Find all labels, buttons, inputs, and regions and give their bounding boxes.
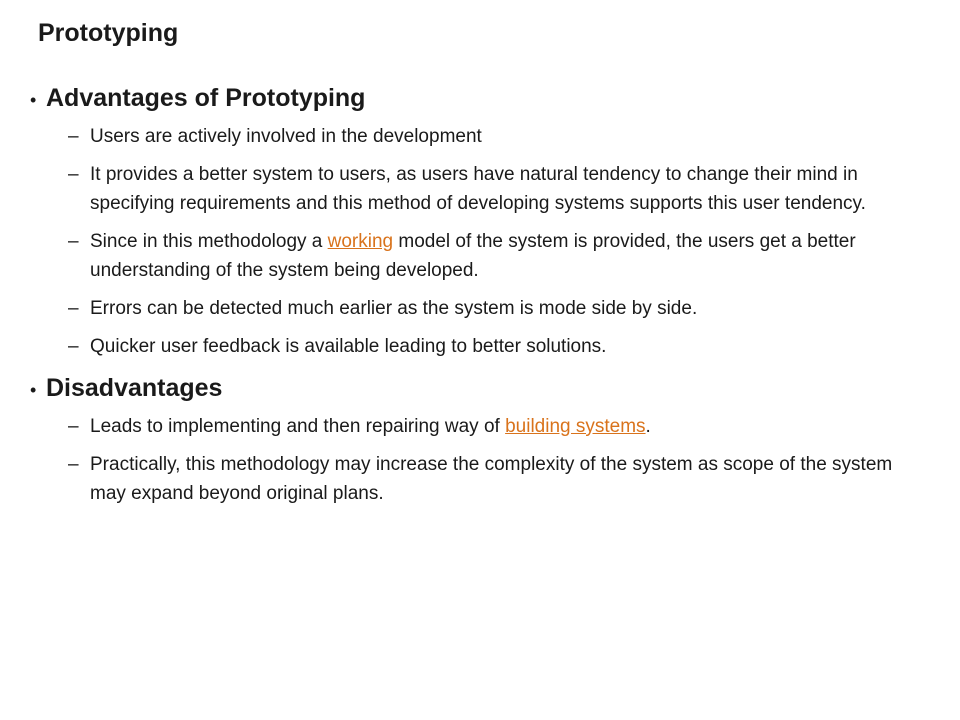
bullet-icon: •	[30, 380, 37, 400]
point-list	[30, 122, 930, 361]
section-heading	[30, 370, 930, 408]
bullet-icon: •	[30, 90, 37, 110]
dash-icon: –	[68, 298, 79, 319]
text-segment: model of the system is provided, the users get a better understanding of the system being developed.	[90, 231, 856, 281]
point-text	[90, 122, 922, 151]
text-segment: .	[645, 416, 651, 437]
dash-icon: –	[68, 336, 79, 357]
list-item	[30, 160, 930, 218]
section-heading-text: Disadvantages	[46, 374, 223, 402]
text-segment: Since in this methodology a	[90, 231, 328, 252]
section	[30, 370, 930, 508]
slide-title: Prototyping	[38, 19, 179, 47]
list-item	[30, 450, 930, 508]
dash-icon: –	[68, 126, 79, 147]
section-heading	[30, 80, 930, 118]
section	[30, 80, 930, 361]
hyperlink[interactable]: working	[327, 231, 394, 252]
dash-icon: –	[68, 231, 79, 252]
point-text	[90, 294, 922, 323]
list-item	[30, 294, 930, 323]
list-item	[30, 412, 930, 441]
text-segment: Errors can be detected much earlier as the system is mode side by side.	[90, 298, 698, 319]
text-segment: Practically, this methodology may increase the complexity of the system as scope of the system may expand beyond original plans.	[90, 454, 893, 504]
list-item	[30, 227, 930, 285]
point-text	[90, 412, 922, 441]
dash-icon: –	[68, 416, 79, 437]
point-text	[90, 332, 922, 361]
dash-icon: –	[68, 164, 79, 185]
hyperlink[interactable]: building systems	[505, 416, 646, 437]
dash-icon: –	[68, 454, 79, 475]
point-list	[30, 412, 930, 508]
text-segment: Users are actively involved in the development	[90, 126, 482, 147]
point-text	[90, 160, 922, 218]
point-text	[90, 227, 922, 285]
text-segment: Quicker user feedback is available leading to better solutions.	[90, 336, 607, 357]
text-segment: Leads to implementing and then repairing way of	[90, 416, 506, 437]
slide-content	[30, 80, 930, 517]
point-text	[90, 450, 922, 508]
text-segment: It provides a better system to users, as users have natural tendency to change their mind in specifying requirements and this method of developing systems supports this user tendency.	[90, 164, 866, 214]
list-item	[30, 332, 930, 361]
section-heading-text: Advantages of Prototyping	[46, 84, 366, 112]
list-item	[30, 122, 930, 151]
